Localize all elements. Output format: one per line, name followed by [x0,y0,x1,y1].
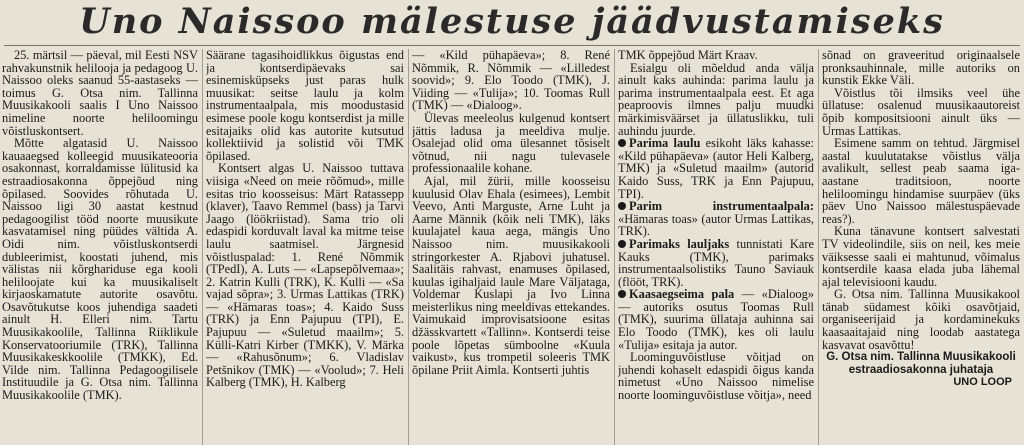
award-paragraph [618,137,814,200]
award-text: — «Dialoog» — autoriks osutus Toomas Rull (TMK), suurima üllataja auhinna sai Elo Toodo (TMK), kes oli laulu «Tulija» esitaja ja autor. [618,287,814,352]
award-paragraph [618,200,814,238]
paragraph: Esimene samm on tehtud. Järgmisel aastal kuulutatakse võistlus välja avalikult, sellest peab saama iga-aastane traditsioon, noorte heliloomingu hindamise suurpäev (üks päev Uno Naissoo mälestuspäevade reas?). [822,136,1020,226]
award-paragraph [618,238,814,288]
column-2 [206,49,404,445]
bullet-icon [618,240,626,248]
column-3 [412,49,610,445]
paragraph: Ajal, mil žürii, mille koosseisu kuulusid Olav Ehala (esimees), Lembit Veevo, Anti Marguste, Arne Luht ja Aarne Männik (kõik neli TMK), läks kuulajatel kaua aega, mängis Uno Naissoo nim. muusikakooli stringorkester A. Rjabovi juhatusel. Saalitäis rahvast, enamuses õpilased, kuulas igihaljaid laule Mare Väljataga, Voldemar Kuslapi ja Ivo Linna meisterlikus ning meeldivas ettekandes. Vaimukaid improvisatsioone esitas džässkvartett «Tallinn». Kontserdi teise poole lõpetas sümboolne «Kuula vaikust», kus trompetil soleeris TMK õpilane Priit Aimla. Kontserti juhtis [412,173,610,377]
paragraph: — «Kild pühapäeva»; 8. René Nõmmik, R. Nõmmik — «Lilledest soovid»; 9. Elo Toodo (TMK), J. Viiding — «Tulija»; 10. Toomas Rull (TMK) — «Dialoog». [412,49,610,113]
paragraph: Ülevas meeleolus kulgenud kontsert jättis ladusa ja meeldiva mulje. Osalejad olid oma ülesannet tõsiselt võtnud, nii nagu tulevasele professionaalile kohane. [412,110,610,176]
bullet-icon [618,202,626,210]
column-divider [202,49,203,445]
award-text: «Hämaras toas» (autor Urmas Lattikas, TRK). [618,211,814,239]
paragraph: Mõtte algatasid U. Naissoo kauaaegsed kolleegid muusikateooria osakonnast, korraldamisse lülitusid ka estraadiosakonna õppejõud ning õpilased. Soovides rõhutada U. Naissoo ligi 30 aastat kestnud pedagoogilist tööd noorte muusikute kasvatamisel ning püüdes vältida A. Oidi nim. võistluskontserdi dubleerimist, koostati juhend, mis välistas nii kõrghariduse ega kooli heliloojate kui ka muusikaliselt kirjaoskamatute autorite osavõtu. Osavõtukutse koos juhendiga saadeti ainult H. Elleri nim. Tartu Muusikakoolile, Tallinna Riiklikule Konservatooriumile (TRK), Tallinna Muusikakeskkoolile (TMKK), Ed. Vilde nim. Tallinna Pedagoogilisele Instituudile ja G. Otsa nim. Tallinna Muusikakoolile (TMK). [2,136,198,403]
column-divider [818,49,819,445]
award-text: esikoht läks kahasse: «Kild pühapäeva» (autor Heli Kalberg, TMK) ja «Suletud maailm» (autorid Kaido Suss, TRK ja Enn Pajupuu, TPI). [618,136,814,201]
paragraph: Kuna tänavune kontsert salvestati TV videolindile, siis on neil, kes meie väiksesse saali ei mahtunud, võimalus kontserdile kaasa elada juba lähemal ajal televisiooni kaudu. [822,224,1020,289]
bullet-icon [618,290,626,298]
paragraph: Võistlus tõi ilmsiks veel ühe üllatuse: osalenud muusikaautoreist õpib kompositsiooni ainult üks — Urmas Lattikas. [822,85,1020,138]
column-divider [614,49,615,445]
award-title: Parim instrumentaalpala: [629,199,814,214]
column-4 [618,49,814,445]
paragraph: 25. märtsil — päeval, mil Eesti NSV rahvakunstnik heliloojа ja pedagoog U. Naissoo oleks saanud 55-aastaseks — toimus G. Otsa nim. Tallinna Muusikakooli saalis I Uno Naissoo nimeline noorte heliloomingu võistluskontsert. [2,49,198,138]
column-5 [822,49,1020,445]
bullet-icon [618,139,626,147]
award-title: Parimaks lauljaks [629,236,730,251]
paragraph: Säärane tagasihoidlikkus õigustas end ja kontserdipäevaks sai esinemisküpseks just paras hulk muusikat: seitse laulu ja kolm instrumentaalpala, mis moodustasid esimese poole kogu kontserdist ja mille esitajaiks olid kas autorite kutsutud kollektiivid ja solistid või TMK õpilased. [206,49,404,163]
column-divider [408,49,409,445]
signature-name: UNO LOOP [953,376,1012,389]
award-text: tunnistati Kare Kauks (TMK), parimaks instrumentaalsolistiks Tauno Saviauk (flööt, TRK). [618,236,814,289]
paragraph: TMK õppejõud Märt Kraav. [618,49,758,62]
column-1 [2,49,198,445]
headline-rule [4,45,1020,46]
paragraph: Loominguvõistluse võitjad on juhendi kohaselt edaspidi õigus kanda nimetust «Uno Naissoo nimelise noorte loominguvõistluse võitja», need [618,350,814,403]
paragraph: Esialgu oli mõeldud anda välja ainult kaks auhinda: parima laulu ja parima instrumentaalpala eest. Et aga peaproovis ilmnes palju muudki märkimisväärset ja üllatuslikku, tuli auhindu juurde. [618,60,814,138]
award-title: Kaasaegseima pala [629,287,735,302]
paragraph: Kontsert algas U. Naissoo tuttava viisiga «Need on meie rõõmud», mille esitas trio koosseisus: Märt Ratassepp (klaver), Taavo Remmel (bass) ja Tarvi Jaago (löökriistad). Sama trio oli edaspidi korduvalt laval ka mitme teise laulu saatmisel. Järgnesid võistluspalad: 1. René Nõmmik (TPedI), A. Luts — «Lapsepõlvemaa»; 2. Katrin Kulli (TRK), K. Kulli — «Sa vajad sõpra»; 3. Urmas Lattikas (TRK) — «Hämaras toas»; 4. Kaido Suss (TRK) ja Enn Pajupuu (TPI), E. Pajupuu — «Suletud maailm»; 5. Külli-Katri Kirber (TMKK), V. Märka — «Rahusõnum»; 6. Vladislav Petšnikov (TMK) — «Voolud»; 7. Heli Kalberg (TMK), H. Kalberg [206,161,404,390]
signature-org: G. Otsa nim. Tallinna Muusikakooli estraadiosakonna juhataja [826,351,1016,376]
award-paragraph [618,288,814,351]
article-body [2,49,1022,445]
paragraph: G. Otsa nim. Tallinna Muusikakool tänab südamest kõiki osavõtjaid, organiseerijaid ja kordaminekuks kaasaaitajaid ning loodab aastatega kasvavat osavõttu! [822,287,1020,352]
article-headline: Uno Naissoo mälestuse jäädvustamiseks [79,1,945,42]
award-title: Parima laulu [629,136,701,151]
paragraph: sõnad on graveeritud originaalsele pronksauhinnale, mille autoriks on kunstik Ekke Väli. [822,49,1020,88]
